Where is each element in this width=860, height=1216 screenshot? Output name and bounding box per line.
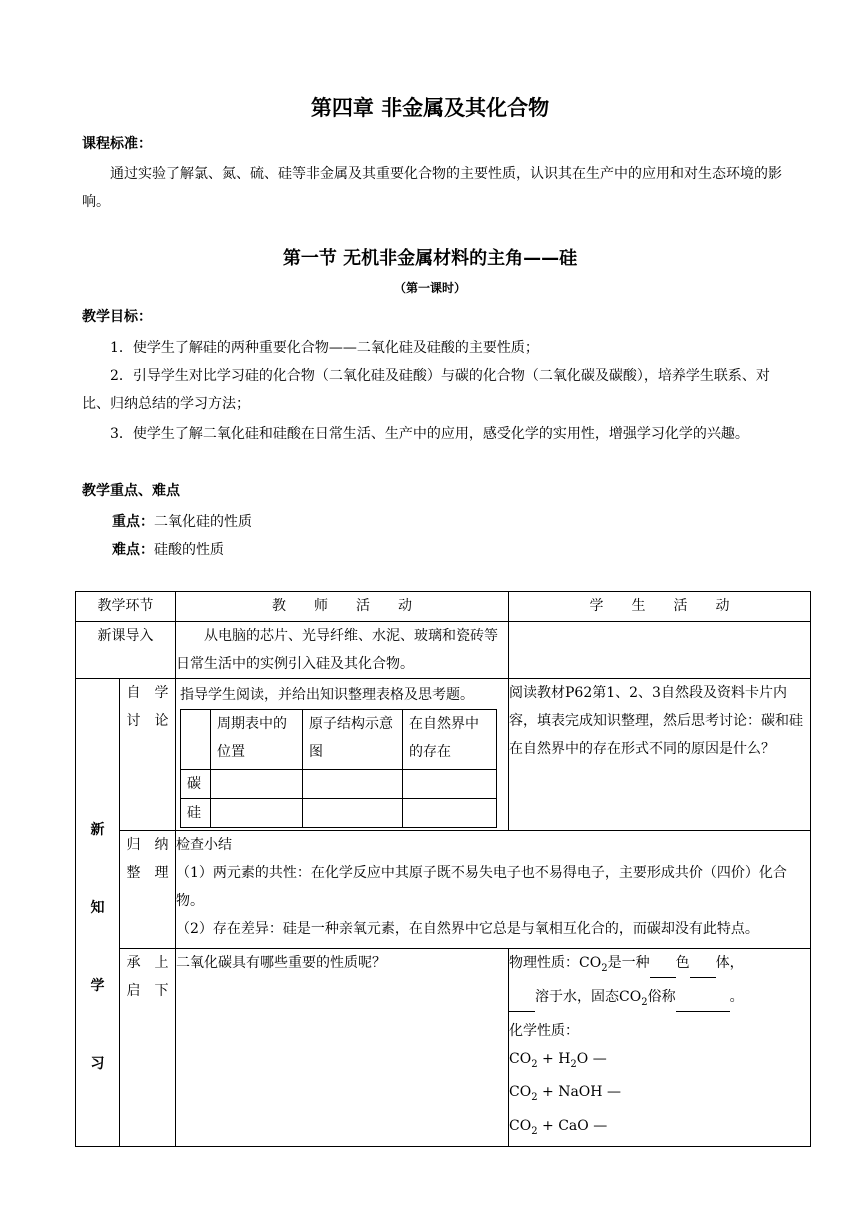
header-teacher: 教 师 活 动 (176, 592, 509, 622)
self-study-teacher (176, 679, 509, 831)
self-study-student: 阅读教材P62第1、2、3自然段及资料卡片内容，填表完成知识整理，然后思考讨论：碳和硅在自然界中的存在形式不同的原因是什么？ (509, 679, 811, 831)
intro-teacher: 从电脑的芯片、光导纤维、水泥、玻璃和瓷砖等日常生活中的实例引入硅及其化合物。 (176, 622, 509, 679)
transition-stage (120, 949, 176, 1147)
summary-stage (120, 831, 176, 949)
inner-cell (211, 770, 303, 799)
group-char-1: 新 (90, 822, 105, 838)
physical-line2c: 。 (729, 988, 744, 1005)
self-study-teacher-text: 指导学生阅读，并给出知识整理表格及思考题。 (180, 687, 474, 703)
difficult-point: 硅酸的性质 (154, 542, 224, 558)
sub: 2 (641, 996, 648, 1008)
course-standard-text: 通过实验了解氯、氮、硫、硅等非金属及其重要化合物的主要性质，认识其在生产中的应用和对生态环境的影响。 (82, 166, 782, 210)
physical-mid2: 色 (675, 955, 690, 971)
difficult-point-line (112, 536, 224, 564)
sub: 2 (531, 1092, 538, 1104)
eq1c: O — (576, 1050, 607, 1067)
goal-3: 3．使学生了解二氧化硅和硅酸在日常生活、生产中的应用，感受化学的实用性，增强学习化学的兴趣。 (110, 426, 749, 442)
key-point-label: 重点： (112, 514, 154, 530)
eq1a: CO (509, 1050, 532, 1067)
inner-header-structure: 原子结构示意图 (303, 710, 403, 770)
eq1b: + H (537, 1050, 571, 1067)
inner-header-existence: 在自然界中的存在 (403, 710, 497, 770)
key-label: 教学重点、难点 (82, 483, 180, 499)
sub: 2 (570, 1058, 577, 1070)
knowledge-table (180, 709, 497, 828)
summary-stage-line2: 整 理 (126, 865, 169, 881)
self-study-stage (120, 679, 176, 831)
inner-header-blank (181, 710, 211, 770)
header-stage: 教学环节 (76, 592, 176, 622)
transition-student (509, 949, 811, 1147)
sub: 2 (531, 1125, 538, 1137)
summary-1: （1）两元素的共性：在化学反应中其原子既不易失电子也不易得电子，主要形成共价（四价）化合物。 (176, 865, 787, 909)
transition-stage-line2: 启 下 (126, 983, 169, 999)
group-char-4: 习 (90, 1056, 105, 1072)
section-title: 第一节 无机非金属材料的主角——硅 (282, 248, 578, 269)
summary-content (176, 831, 811, 949)
eq2a: CO (509, 1084, 532, 1101)
transition-teacher: 二氧化碳具有哪些重要的性质呢？ (176, 949, 509, 1147)
physical-line-2 (509, 983, 810, 1017)
goal-2: 2．引导学生对比学习硅的化合物（二氧化硅及硅酸）与碳的化合物（二氧化碳及碳酸），培养学生联系、对比、归纳总结的学习方法； (82, 368, 770, 412)
inner-row-silicon: 硅 (181, 799, 211, 828)
lesson-plan-table (75, 591, 811, 1147)
chapter-title: 第四章 非金属及其化合物 (310, 96, 550, 120)
physical-line2a: 溶于水，固态CO (535, 988, 642, 1005)
difficult-point-label: 难点： (112, 542, 154, 558)
inner-header-position: 周期表中的位置 (211, 710, 303, 770)
inner-row-carbon: 碳 (181, 770, 211, 799)
summary-2: （2）存在差异：硅是一种亲氧元素，在自然界中它总是与氧相互化合的，而碳却没有此特点。 (176, 921, 759, 937)
inner-cell (403, 799, 497, 828)
physical-line2b: 俗称 (647, 988, 676, 1005)
course-standard-label: 课程标准： (82, 136, 152, 152)
equation-2 (509, 1078, 810, 1112)
eq2b: + NaOH — (537, 1084, 621, 1101)
goals-label: 教学目标： (82, 309, 152, 325)
self-study-stage-line2: 讨 论 (126, 713, 169, 729)
group-char-2: 知 (90, 900, 105, 916)
sub: 2 (601, 962, 608, 974)
inner-cell (303, 799, 403, 828)
transition-stage-line1: 承 上 (126, 955, 169, 971)
lesson-label: （第一课时） (393, 281, 466, 295)
summary-title: 检查小结 (176, 837, 232, 853)
physical-mid3: 体， (715, 955, 744, 971)
equation-1 (509, 1045, 810, 1079)
eq3b: + CaO — (537, 1118, 608, 1135)
blank-state (690, 949, 716, 978)
equation-3 (509, 1112, 810, 1146)
physical-line-1 (509, 949, 810, 983)
key-point: 二氧化硅的性质 (154, 514, 252, 530)
inner-cell (211, 799, 303, 828)
sub: 2 (531, 1058, 538, 1070)
summary-stage-line1: 归 纳 (126, 837, 169, 853)
blank-common-name (676, 983, 730, 1012)
physical-mid1: 是一种 (607, 955, 650, 971)
inner-cell (403, 770, 497, 799)
chemical-label: 化学性质： (509, 1022, 579, 1039)
eq3a: CO (509, 1118, 532, 1135)
blank-color (650, 949, 676, 978)
key-point-line (112, 508, 252, 536)
goal-1: 1．使学生了解硅的两种重要化合物——二氧化硅及硅酸的主要性质； (110, 340, 539, 356)
new-knowledge-label (76, 679, 120, 1147)
inner-cell (303, 770, 403, 799)
group-char-3: 学 (90, 978, 105, 994)
self-study-stage-line1: 自 学 (126, 685, 169, 701)
intro-student (509, 622, 811, 679)
blank-solubility (509, 983, 535, 1012)
header-student: 学 生 活 动 (509, 592, 811, 622)
physical-prefix: 物理性质：CO (509, 955, 602, 971)
intro-stage: 新课导入 (76, 622, 176, 679)
